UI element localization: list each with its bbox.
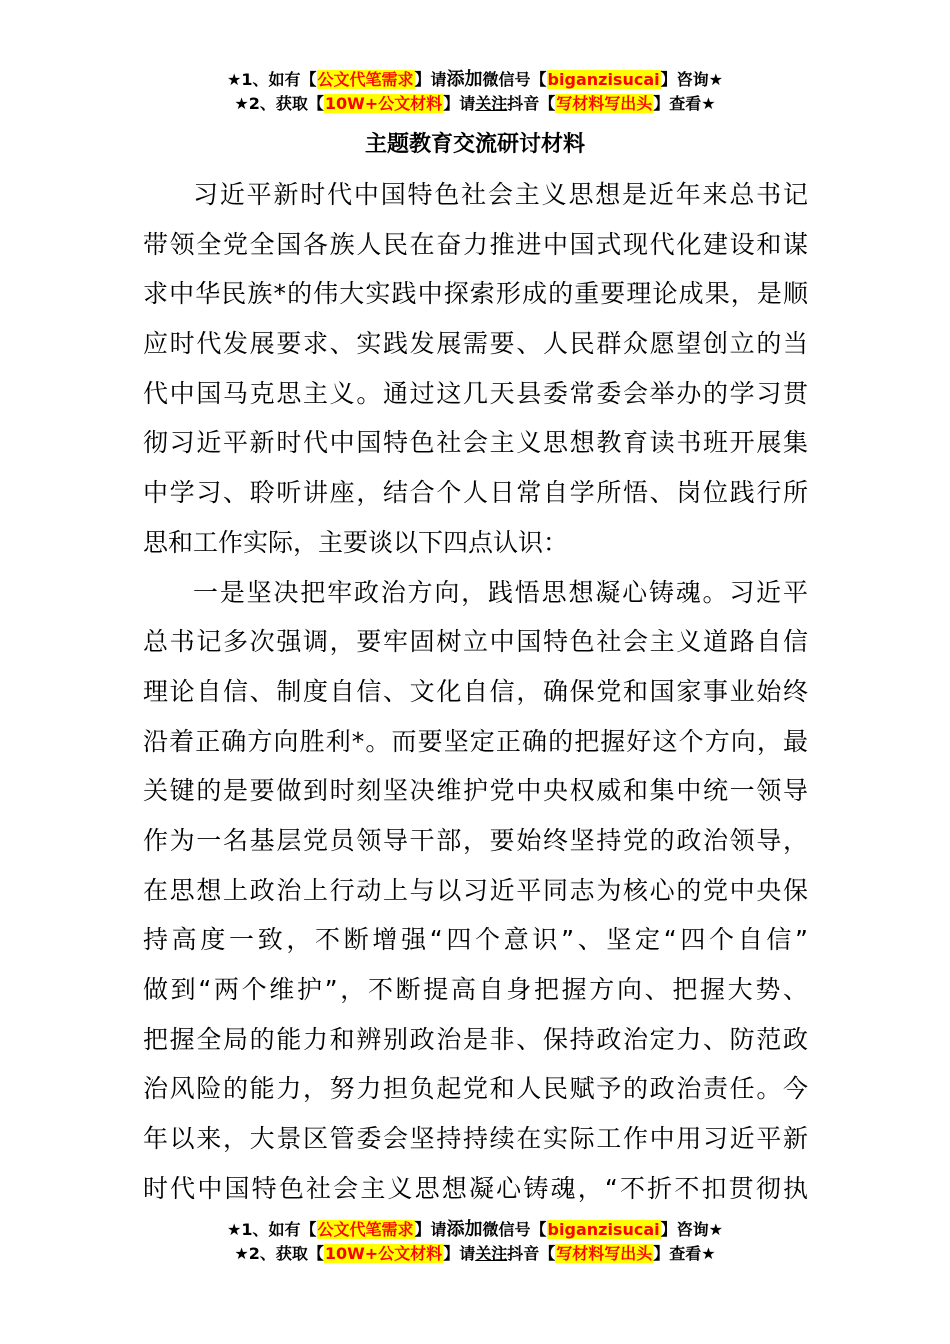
text-line: 彻习近平新时代中国特色社会主义思想教育读书班开展集 [143,428,808,458]
header-banner [0,68,950,116]
banner-text: ★1、如有【 [227,70,317,89]
paragraph-1 [143,170,808,568]
banner-text: 】咨询★ [660,1220,723,1239]
footer-banner [0,1218,950,1266]
banner-text: 】咨询★ [660,70,723,89]
banner-wechat-id: biganzisucai [547,70,660,89]
banner-wechat-id: biganzisucai [547,1220,660,1239]
text-line: 应时代发展要求、实践发展需要、人民群众愿望创立的当 [143,329,808,359]
banner-emphasis: 关注 [475,94,508,113]
text-line: 时代中国特色社会主义思想凝心铸魂，“不折不扣贯彻执 [143,1173,808,1203]
banner-text: 抖音【 [507,94,556,113]
banner-text: 微信号【 [482,1220,547,1239]
banner-emphasis: 添加 [446,1219,483,1240]
text-line: 思和工作实际，主要谈以下四点认识： [143,527,569,557]
banner-douyin-id: 写材料写出头 [556,1244,653,1263]
banner-text: ★2、获取【 [234,94,324,113]
banner-highlight: 10W+公文材料 [324,1244,443,1263]
text-line: 沿着正确方向胜利*。而要坚定正确的把握好这个方向，最 [143,726,808,756]
banner-text: 抖音【 [507,1244,556,1263]
banner-line-1 [0,1218,950,1242]
banner-text: 微信号【 [482,70,547,89]
banner-highlight: 10W+公文材料 [324,94,443,113]
text-line: 总书记多次强调，要牢固树立中国特色社会主义道路自信 [143,627,808,657]
text-line: 治风险的能力，努力担负起党和人民赋予的政治责任。今 [143,1074,808,1104]
banner-text: ★2、获取【 [234,1244,324,1263]
banner-line-1 [0,68,950,92]
text-line: 年以来，大景区管委会坚持持续在实际工作中用习近平新 [143,1124,808,1154]
text-line: 中学习、聆听讲座，结合个人日常自学所悟、岗位践行所 [143,478,808,508]
banner-emphasis: 关注 [475,1244,508,1263]
text-line: 作为一名基层党员领导干部，要始终坚持党的政治领导， [143,825,808,855]
text-line: 把握全局的能力和辨别政治是非、保持政治定力、防范政 [143,1024,808,1054]
banner-text: ★1、如有【 [227,1220,317,1239]
banner-text: 】请 [414,70,447,89]
text-line: 习近平新时代中国特色社会主义思想是近年来总书记 [193,180,808,209]
text-line: 一是坚决把牢政治方向，践悟思想凝心铸魂。习近平 [193,577,808,607]
banner-text: 】请 [414,1220,447,1239]
banner-line-2 [0,1242,950,1266]
text-line: 在思想上政治上行动上与以习近平同志为核心的党中央保 [143,875,808,905]
banner-emphasis: 添加 [446,69,483,90]
banner-text: 】查看★ [653,1244,716,1263]
document-body [143,170,808,1213]
text-line: 理论自信、制度自信、文化自信，确保党和国家事业始终 [143,676,808,706]
text-line: 带领全党全国各族人民在奋力推进中国式现代化建设和谋 [143,229,808,259]
banner-line-2 [0,92,950,116]
banner-text: 】请 [443,94,476,113]
text-line: 持高度一致，不断增强“四个意识”、坚定“四个自信” [143,925,808,955]
document-title: 主题教育交流研讨材料 [364,132,585,157]
banner-douyin-id: 写材料写出头 [556,94,653,113]
banner-text: 】查看★ [653,94,716,113]
text-line: 做到“两个维护”，不断提高自身把握方向、把握大势、 [143,975,808,1004]
banner-highlight: 公文代笔需求 [317,70,414,89]
text-line: 关键的是要做到时刻坚决维护党中央权威和集中统一领导 [143,776,808,806]
banner-text: 】请 [443,1244,476,1263]
banner-highlight: 公文代笔需求 [317,1220,414,1239]
text-line: 求中华民族*的伟大实践中探索形成的重要理论成果，是顺 [143,279,808,309]
paragraph-2 [143,568,808,1214]
text-line: 代中国马克思主义。通过这几天县委常委会举办的学习贯 [143,378,808,408]
